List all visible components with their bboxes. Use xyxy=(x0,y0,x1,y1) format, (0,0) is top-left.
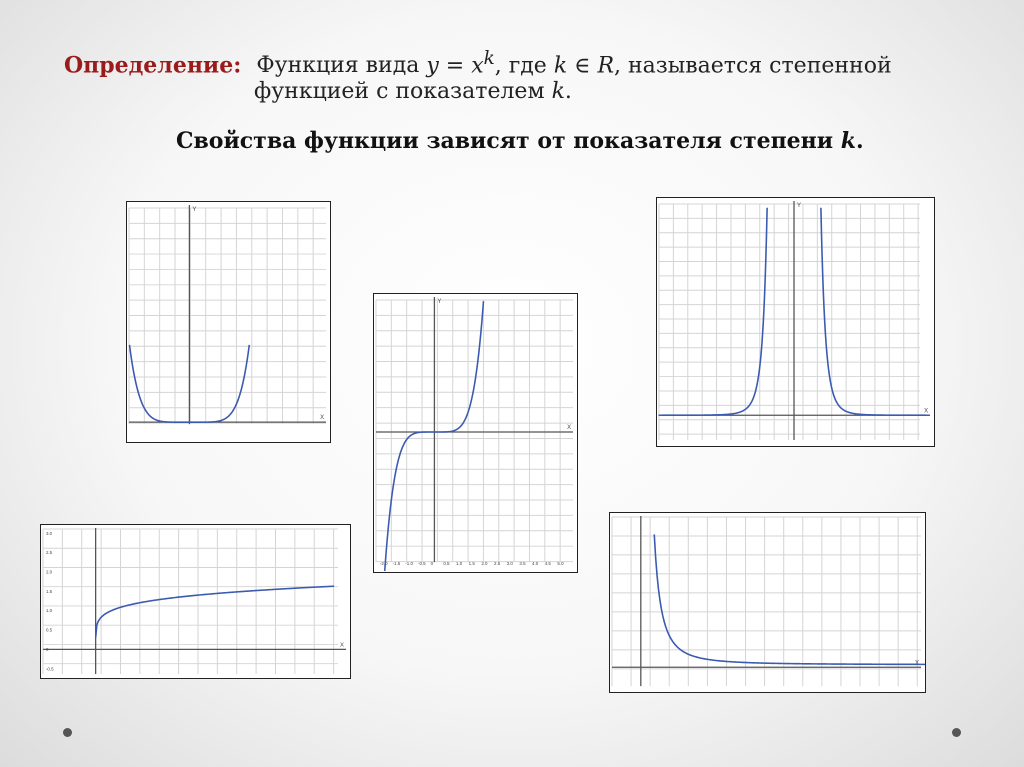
y-tick-labels xyxy=(46,531,54,671)
graph-negative-even-power xyxy=(656,197,935,447)
definition-text: Функция вида xyxy=(256,53,427,79)
x-tick-label: 0 xyxy=(430,561,434,567)
y-tick-label: -0.5 xyxy=(45,666,54,672)
x-tick-label: -0.5 xyxy=(417,561,426,567)
x-tick-label: -1.0 xyxy=(405,561,413,567)
x-tick-label: 4.0 xyxy=(532,561,539,567)
x-tick-label: -2.0 xyxy=(379,561,388,567)
x-axis-label: X xyxy=(320,415,325,422)
k-variable-2: k xyxy=(551,79,565,104)
properties-text: Свойства функции зависят от показателя степени xyxy=(176,128,841,154)
x-tick-label: 3.0 xyxy=(506,561,513,567)
properties-end: . xyxy=(856,128,864,154)
in-r: ∈ R xyxy=(567,53,615,79)
definition-text-2: , где xyxy=(494,53,554,79)
formula: y = x xyxy=(426,53,484,79)
x-tick-labels xyxy=(380,561,564,566)
x-tick-label: 4.5 xyxy=(544,561,551,567)
definition-block xyxy=(64,42,892,104)
y-axis-label: Y xyxy=(192,206,197,213)
grid xyxy=(43,529,338,674)
x-tick-label: 2.0 xyxy=(481,561,488,567)
x-tick-label: 1.5 xyxy=(468,561,475,567)
grid xyxy=(659,204,920,440)
graph-even-power-svg xyxy=(127,202,330,442)
graph-negative-even-power-svg xyxy=(657,198,934,446)
x-tick-label: -1.5 xyxy=(392,561,401,567)
x-tick-label: 0.5 xyxy=(443,561,450,567)
grid xyxy=(612,517,921,686)
graph-root-svg xyxy=(41,525,350,678)
graph-even-power xyxy=(126,201,331,443)
curve-hyperbola xyxy=(654,534,925,667)
definition-line-2 xyxy=(254,75,572,108)
graph-hyperbola-svg xyxy=(610,513,925,692)
curve-root xyxy=(96,586,334,638)
x-tick-label: 1.0 xyxy=(455,561,463,567)
x-axis-label: X xyxy=(340,642,345,649)
properties-statement xyxy=(176,128,864,154)
decor-dot-right xyxy=(952,728,961,737)
definition-text-5: . xyxy=(564,79,572,104)
y-axis-label: Y xyxy=(796,202,801,209)
y-tick-label: 1.5 xyxy=(45,588,53,594)
decor-dot-left xyxy=(63,728,72,737)
y-axis-label: Y xyxy=(437,298,442,305)
graph-odd-power-svg xyxy=(374,294,577,572)
graph-odd-power xyxy=(373,293,578,573)
y-tick-label: 0 xyxy=(45,646,49,652)
y-tick-label: 2.5 xyxy=(45,550,53,556)
definition-text-4: функцией с показателем xyxy=(254,79,552,104)
y-tick-label: 1.0 xyxy=(45,608,53,614)
definition-term: Определение: xyxy=(64,52,242,79)
grid xyxy=(376,300,573,562)
x-tick-label: 3.5 xyxy=(519,561,526,567)
x-tick-label: 5.0 xyxy=(557,561,564,567)
k-variable: k xyxy=(553,53,568,79)
y-tick-label: 3.0 xyxy=(45,530,53,536)
x-axis-label: X xyxy=(567,425,572,432)
graph-hyperbola xyxy=(609,512,926,693)
x-tick-label: 2.5 xyxy=(494,561,501,567)
y-tick-label: 2.0 xyxy=(45,569,53,575)
grid xyxy=(129,208,326,424)
graph-root xyxy=(40,524,351,679)
properties-var: k xyxy=(840,128,856,154)
definition-text-3: , называется степенной xyxy=(614,53,892,79)
formula-exponent: k xyxy=(483,48,495,69)
y-tick-label: 0.5 xyxy=(45,627,53,633)
x-axis-label: X xyxy=(915,660,920,667)
x-axis-label: X xyxy=(924,408,929,415)
